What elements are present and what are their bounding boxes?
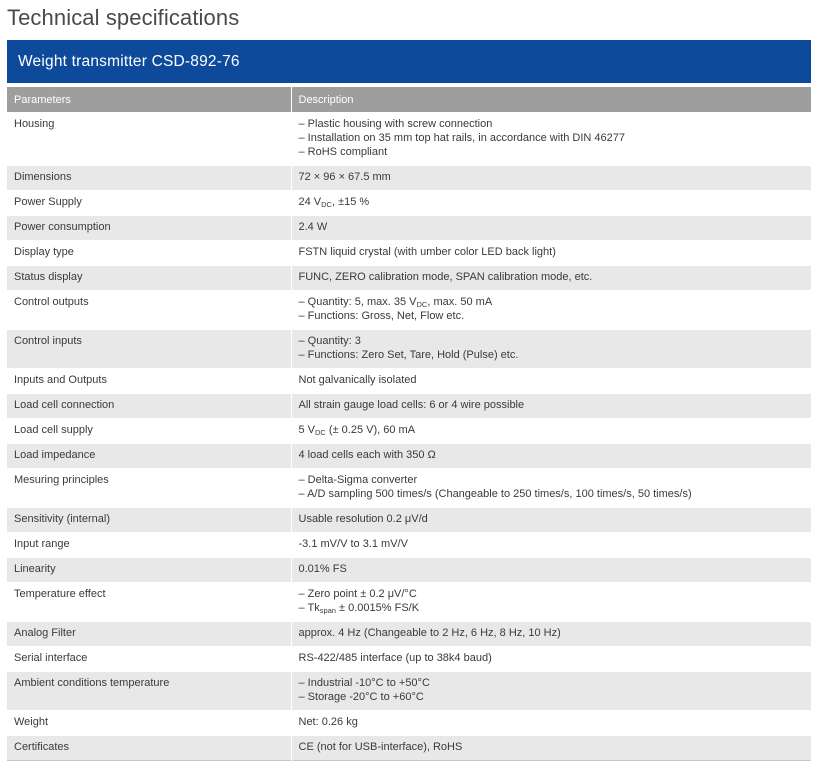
table-row xyxy=(7,241,811,266)
description-line: – Quantity: 3 xyxy=(298,335,361,347)
description-cell xyxy=(291,291,811,330)
description-line: – Delta-Sigma converter xyxy=(298,474,418,486)
description-cell xyxy=(291,241,811,266)
description-cell xyxy=(291,583,811,622)
description-line: CE (not for USB-interface), RoHS xyxy=(298,741,463,753)
description-line: Not galvanically isolated xyxy=(298,374,417,386)
description-line: -3.1 mV/V to 3.1 mV/V xyxy=(298,538,408,550)
product-title-banner: Weight transmitter CSD-892-76 xyxy=(7,40,811,83)
description-line: 0.01% FS xyxy=(298,563,347,575)
table-row xyxy=(7,711,811,736)
description-cell xyxy=(291,166,811,191)
table-row xyxy=(7,291,811,330)
description-line xyxy=(299,423,808,437)
description-line: Usable resolution 0.2 μV/d xyxy=(298,513,428,525)
parameter-cell: Weight xyxy=(7,711,291,736)
parameter-cell: Certificates xyxy=(7,736,291,761)
description-line: RS-422/485 interface (up to 38k4 baud) xyxy=(298,652,492,664)
description-line: FUNC, ZERO calibration mode, SPAN calibration mode, etc. xyxy=(298,271,593,283)
description-line: – Functions: Gross, Net, Flow etc. xyxy=(298,310,465,322)
unit-subscript: span xyxy=(319,606,336,615)
description-line: – RoHS compliant xyxy=(298,146,388,158)
spec-table-body xyxy=(7,113,811,761)
table-row xyxy=(7,266,811,291)
parameter-cell: Housing xyxy=(7,113,291,166)
description-cell xyxy=(291,266,811,291)
table-row xyxy=(7,394,811,419)
description-cell xyxy=(291,558,811,583)
value-text: 5 V xyxy=(298,424,316,436)
header-description: Description xyxy=(291,87,811,113)
unit-subscript: DC xyxy=(416,300,428,309)
description-cell xyxy=(291,622,811,647)
parameter-cell: Serial interface xyxy=(7,647,291,672)
spec-table xyxy=(7,87,811,761)
description-cell xyxy=(291,394,811,419)
parameter-cell: Load cell supply xyxy=(7,419,291,444)
table-row xyxy=(7,469,811,508)
table-row xyxy=(7,419,811,444)
parameter-cell: Load impedance xyxy=(7,444,291,469)
unit-subscript: DC xyxy=(315,428,326,437)
parameter-cell: Status display xyxy=(7,266,291,291)
table-row xyxy=(7,583,811,622)
table-row xyxy=(7,191,811,216)
table-row xyxy=(7,736,811,761)
table-row xyxy=(7,166,811,191)
description-line: approx. 4 Hz (Changeable to 2 Hz, 6 Hz, 8 Hz, 10 Hz) xyxy=(298,627,561,639)
description-line: – Functions: Zero Set, Tare, Hold (Pulse) etc. xyxy=(298,349,519,361)
table-row xyxy=(7,533,811,558)
value-text: 24 V xyxy=(298,196,322,208)
description-cell xyxy=(291,533,811,558)
value-text: – Quantity: 5, max. 35 V xyxy=(298,296,417,308)
value-text: ± 0.0015% FS/K xyxy=(335,602,420,614)
value-text: (± 0.25 V), 60 mA xyxy=(325,424,416,436)
parameter-cell: Control outputs xyxy=(7,291,291,330)
description-cell xyxy=(291,113,811,166)
description-line: – Industrial -10°C to +50°C xyxy=(298,677,430,689)
description-line: Net: 0.26 kg xyxy=(298,716,358,728)
page-title: Technical specifications xyxy=(7,5,240,30)
description-cell xyxy=(291,647,811,672)
description-line: All strain gauge load cells: 6 or 4 wire possible xyxy=(298,399,525,411)
description-line: – Plastic housing with screw connection xyxy=(298,118,493,130)
description-line: 2.4 W xyxy=(298,221,328,233)
description-line xyxy=(299,295,808,309)
parameter-cell: Display type xyxy=(7,241,291,266)
description-cell xyxy=(291,736,811,761)
parameter-cell: Load cell connection xyxy=(7,394,291,419)
parameter-cell: Linearity xyxy=(7,558,291,583)
parameter-cell: Power consumption xyxy=(7,216,291,241)
parameter-cell: Ambient conditions temperature xyxy=(7,672,291,711)
table-row xyxy=(7,330,811,369)
description-cell xyxy=(291,330,811,369)
description-cell xyxy=(291,469,811,508)
description-line xyxy=(299,195,808,209)
parameter-cell: Dimensions xyxy=(7,166,291,191)
description-line: – A/D sampling 500 times/s (Changeable to 250 times/s, 100 times/s, 50 times/s) xyxy=(298,488,692,500)
parameter-cell: Analog Filter xyxy=(7,622,291,647)
description-cell xyxy=(291,672,811,711)
table-row xyxy=(7,622,811,647)
description-line: – Zero point ± 0.2 μV/°C xyxy=(298,588,417,600)
table-row xyxy=(7,558,811,583)
unit-subscript: DC xyxy=(321,200,332,209)
value-text: – Tk xyxy=(298,602,320,614)
description-cell xyxy=(291,419,811,444)
description-cell xyxy=(291,711,811,736)
parameter-cell: Input range xyxy=(7,533,291,558)
description-line: 72 × 96 × 67.5 mm xyxy=(298,171,391,183)
description-line: 4 load cells each with 350 Ω xyxy=(298,449,436,461)
parameter-cell: Temperature effect xyxy=(7,583,291,622)
parameter-cell: Control inputs xyxy=(7,330,291,369)
description-cell xyxy=(291,191,811,216)
description-line: – Storage -20°C to +60°C xyxy=(298,691,424,703)
description-line: FSTN liquid crystal (with umber color LED back light) xyxy=(298,246,556,258)
description-cell xyxy=(291,444,811,469)
table-row xyxy=(7,216,811,241)
value-text: , max. 50 mA xyxy=(427,296,493,308)
table-row xyxy=(7,508,811,533)
parameter-cell: Power Supply xyxy=(7,191,291,216)
table-row xyxy=(7,444,811,469)
header-parameters: Parameters xyxy=(7,87,291,113)
description-cell xyxy=(291,369,811,394)
table-row xyxy=(7,647,811,672)
parameter-cell: Inputs and Outputs xyxy=(7,369,291,394)
table-header-row xyxy=(7,87,811,113)
table-row xyxy=(7,672,811,711)
value-text: , ±15 % xyxy=(331,196,370,208)
description-cell xyxy=(291,508,811,533)
parameter-cell: Mesuring principles xyxy=(7,469,291,508)
parameter-cell: Sensitivity (internal) xyxy=(7,508,291,533)
description-cell xyxy=(291,216,811,241)
description-line xyxy=(299,601,808,615)
table-row xyxy=(7,369,811,394)
table-row xyxy=(7,113,811,166)
description-line: – Installation on 35 mm top hat rails, in accordance with DIN 46277 xyxy=(298,132,626,144)
